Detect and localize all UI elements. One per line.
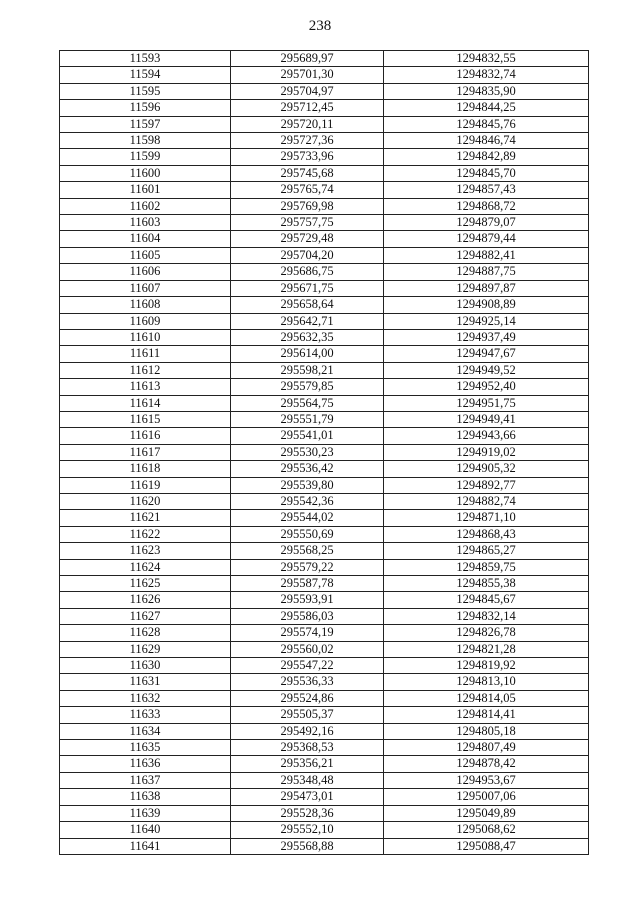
table-row xyxy=(60,313,589,329)
table-row xyxy=(60,395,589,411)
x-coordinate-cell: 295727,36 xyxy=(231,133,384,149)
x-coordinate-cell: 295564,75 xyxy=(231,395,384,411)
y-coordinate-cell: 1294846,74 xyxy=(384,133,589,149)
x-coordinate-cell: 295551,79 xyxy=(231,411,384,427)
y-coordinate-cell: 1295088,47 xyxy=(384,838,589,854)
y-coordinate-cell: 1294952,40 xyxy=(384,379,589,395)
x-coordinate-cell: 295492,16 xyxy=(231,723,384,739)
point-number-cell: 11606 xyxy=(60,264,231,280)
point-number-cell: 11632 xyxy=(60,690,231,706)
point-number-cell: 11636 xyxy=(60,756,231,772)
y-coordinate-cell: 1294882,41 xyxy=(384,247,589,263)
coordinates-table xyxy=(59,50,589,855)
y-coordinate-cell: 1294845,70 xyxy=(384,165,589,181)
x-coordinate-cell: 295632,35 xyxy=(231,329,384,345)
x-coordinate-cell: 295658,64 xyxy=(231,297,384,313)
table-row xyxy=(60,67,589,83)
y-coordinate-cell: 1294842,89 xyxy=(384,149,589,165)
x-coordinate-cell: 295536,33 xyxy=(231,674,384,690)
y-coordinate-cell: 1294868,43 xyxy=(384,526,589,542)
y-coordinate-cell: 1294943,66 xyxy=(384,428,589,444)
x-coordinate-cell: 295356,21 xyxy=(231,756,384,772)
table-row xyxy=(60,690,589,706)
y-coordinate-cell: 1294814,05 xyxy=(384,690,589,706)
table-row xyxy=(60,592,589,608)
table-row xyxy=(60,100,589,116)
table-row xyxy=(60,789,589,805)
x-coordinate-cell: 295536,42 xyxy=(231,461,384,477)
table-row xyxy=(60,83,589,99)
table-row xyxy=(60,149,589,165)
table-row xyxy=(60,329,589,345)
table-row xyxy=(60,822,589,838)
y-coordinate-cell: 1294871,10 xyxy=(384,510,589,526)
x-coordinate-cell: 295729,48 xyxy=(231,231,384,247)
y-coordinate-cell: 1294949,52 xyxy=(384,362,589,378)
x-coordinate-cell: 295542,36 xyxy=(231,493,384,509)
point-number-cell: 11602 xyxy=(60,198,231,214)
y-coordinate-cell: 1294879,44 xyxy=(384,231,589,247)
y-coordinate-cell: 1295007,06 xyxy=(384,789,589,805)
point-number-cell: 11604 xyxy=(60,231,231,247)
table-row xyxy=(60,559,589,575)
table-row xyxy=(60,772,589,788)
point-number-cell: 11601 xyxy=(60,182,231,198)
x-coordinate-cell: 295701,30 xyxy=(231,67,384,83)
x-coordinate-cell: 295587,78 xyxy=(231,576,384,592)
y-coordinate-cell: 1294835,90 xyxy=(384,83,589,99)
table-row xyxy=(60,215,589,231)
table-row xyxy=(60,641,589,657)
x-coordinate-cell: 295348,48 xyxy=(231,772,384,788)
x-coordinate-cell: 295568,88 xyxy=(231,838,384,854)
point-number-cell: 11624 xyxy=(60,559,231,575)
x-coordinate-cell: 295473,01 xyxy=(231,789,384,805)
point-number-cell: 11593 xyxy=(60,51,231,67)
table-row xyxy=(60,297,589,313)
table-row xyxy=(60,379,589,395)
point-number-cell: 11628 xyxy=(60,625,231,641)
y-coordinate-cell: 1294878,42 xyxy=(384,756,589,772)
point-number-cell: 11621 xyxy=(60,510,231,526)
point-number-cell: 11608 xyxy=(60,297,231,313)
table-row xyxy=(60,116,589,132)
table-row xyxy=(60,674,589,690)
x-coordinate-cell: 295689,97 xyxy=(231,51,384,67)
point-number-cell: 11605 xyxy=(60,247,231,263)
point-number-cell: 11612 xyxy=(60,362,231,378)
x-coordinate-cell: 295586,03 xyxy=(231,608,384,624)
table-row xyxy=(60,477,589,493)
y-coordinate-cell: 1294813,10 xyxy=(384,674,589,690)
point-number-cell: 11622 xyxy=(60,526,231,542)
y-coordinate-cell: 1294821,28 xyxy=(384,641,589,657)
y-coordinate-cell: 1294949,41 xyxy=(384,411,589,427)
point-number-cell: 11598 xyxy=(60,133,231,149)
table-row xyxy=(60,526,589,542)
x-coordinate-cell: 295541,01 xyxy=(231,428,384,444)
table-row xyxy=(60,411,589,427)
point-number-cell: 11626 xyxy=(60,592,231,608)
y-coordinate-cell: 1295068,62 xyxy=(384,822,589,838)
y-coordinate-cell: 1294819,92 xyxy=(384,658,589,674)
point-number-cell: 11614 xyxy=(60,395,231,411)
table-row xyxy=(60,231,589,247)
y-coordinate-cell: 1294908,89 xyxy=(384,297,589,313)
table-row xyxy=(60,264,589,280)
y-coordinate-cell: 1294925,14 xyxy=(384,313,589,329)
y-coordinate-cell: 1294845,76 xyxy=(384,116,589,132)
y-coordinate-cell: 1294897,87 xyxy=(384,280,589,296)
x-coordinate-cell: 295528,36 xyxy=(231,805,384,821)
table-row xyxy=(60,198,589,214)
y-coordinate-cell: 1294951,75 xyxy=(384,395,589,411)
table-row xyxy=(60,280,589,296)
point-number-cell: 11629 xyxy=(60,641,231,657)
x-coordinate-cell: 295765,74 xyxy=(231,182,384,198)
x-coordinate-cell: 295671,75 xyxy=(231,280,384,296)
table-row xyxy=(60,510,589,526)
y-coordinate-cell: 1294805,18 xyxy=(384,723,589,739)
x-coordinate-cell: 295593,91 xyxy=(231,592,384,608)
x-coordinate-cell: 295704,20 xyxy=(231,247,384,263)
point-number-cell: 11607 xyxy=(60,280,231,296)
y-coordinate-cell: 1294832,14 xyxy=(384,608,589,624)
x-coordinate-cell: 295745,68 xyxy=(231,165,384,181)
point-number-cell: 11637 xyxy=(60,772,231,788)
table-row xyxy=(60,461,589,477)
point-number-cell: 11635 xyxy=(60,740,231,756)
x-coordinate-cell: 295598,21 xyxy=(231,362,384,378)
y-coordinate-cell: 1294832,55 xyxy=(384,51,589,67)
y-coordinate-cell: 1294807,49 xyxy=(384,740,589,756)
table-row xyxy=(60,740,589,756)
point-number-cell: 11618 xyxy=(60,461,231,477)
x-coordinate-cell: 295560,02 xyxy=(231,641,384,657)
table-row xyxy=(60,707,589,723)
x-coordinate-cell: 295579,22 xyxy=(231,559,384,575)
point-number-cell: 11611 xyxy=(60,346,231,362)
y-coordinate-cell: 1294953,67 xyxy=(384,772,589,788)
y-coordinate-cell: 1294919,02 xyxy=(384,444,589,460)
table-row xyxy=(60,723,589,739)
y-coordinate-cell: 1294855,38 xyxy=(384,576,589,592)
point-number-cell: 11641 xyxy=(60,838,231,854)
table-row xyxy=(60,444,589,460)
point-number-cell: 11599 xyxy=(60,149,231,165)
point-number-cell: 11610 xyxy=(60,329,231,345)
point-number-cell: 11597 xyxy=(60,116,231,132)
table-row xyxy=(60,133,589,149)
y-coordinate-cell: 1294905,32 xyxy=(384,461,589,477)
point-number-cell: 11603 xyxy=(60,215,231,231)
table-row xyxy=(60,805,589,821)
y-coordinate-cell: 1294857,43 xyxy=(384,182,589,198)
table-row xyxy=(60,658,589,674)
x-coordinate-cell: 295544,02 xyxy=(231,510,384,526)
point-number-cell: 11617 xyxy=(60,444,231,460)
x-coordinate-cell: 295550,69 xyxy=(231,526,384,542)
x-coordinate-cell: 295733,96 xyxy=(231,149,384,165)
page-number: 238 xyxy=(308,18,332,34)
table-row xyxy=(60,543,589,559)
y-coordinate-cell: 1294868,72 xyxy=(384,198,589,214)
y-coordinate-cell: 1294814,41 xyxy=(384,707,589,723)
x-coordinate-cell: 295368,53 xyxy=(231,740,384,756)
x-coordinate-cell: 295524,86 xyxy=(231,690,384,706)
x-coordinate-cell: 295769,98 xyxy=(231,198,384,214)
point-number-cell: 11640 xyxy=(60,822,231,838)
x-coordinate-cell: 295568,25 xyxy=(231,543,384,559)
x-coordinate-cell: 295704,97 xyxy=(231,83,384,99)
table-row xyxy=(60,576,589,592)
x-coordinate-cell: 295686,75 xyxy=(231,264,384,280)
x-coordinate-cell: 295539,80 xyxy=(231,477,384,493)
table-row xyxy=(60,346,589,362)
y-coordinate-cell: 1295049,89 xyxy=(384,805,589,821)
point-number-cell: 11627 xyxy=(60,608,231,624)
y-coordinate-cell: 1294865,27 xyxy=(384,543,589,559)
x-coordinate-cell: 295757,75 xyxy=(231,215,384,231)
point-number-cell: 11600 xyxy=(60,165,231,181)
point-number-cell: 11619 xyxy=(60,477,231,493)
point-number-cell: 11623 xyxy=(60,543,231,559)
table-row xyxy=(60,247,589,263)
table-row xyxy=(60,608,589,624)
y-coordinate-cell: 1294826,78 xyxy=(384,625,589,641)
point-number-cell: 11625 xyxy=(60,576,231,592)
point-number-cell: 11615 xyxy=(60,411,231,427)
table-row xyxy=(60,165,589,181)
point-number-cell: 11594 xyxy=(60,67,231,83)
y-coordinate-cell: 1294879,07 xyxy=(384,215,589,231)
point-number-cell: 11596 xyxy=(60,100,231,116)
coordinates-table-body xyxy=(60,51,589,855)
y-coordinate-cell: 1294937,49 xyxy=(384,329,589,345)
y-coordinate-cell: 1294832,74 xyxy=(384,67,589,83)
x-coordinate-cell: 295614,00 xyxy=(231,346,384,362)
point-number-cell: 11620 xyxy=(60,493,231,509)
x-coordinate-cell: 295579,85 xyxy=(231,379,384,395)
point-number-cell: 11634 xyxy=(60,723,231,739)
x-coordinate-cell: 295530,23 xyxy=(231,444,384,460)
y-coordinate-cell: 1294892,77 xyxy=(384,477,589,493)
table-row xyxy=(60,625,589,641)
y-coordinate-cell: 1294859,75 xyxy=(384,559,589,575)
point-number-cell: 11613 xyxy=(60,379,231,395)
point-number-cell: 11609 xyxy=(60,313,231,329)
y-coordinate-cell: 1294845,67 xyxy=(384,592,589,608)
y-coordinate-cell: 1294844,25 xyxy=(384,100,589,116)
x-coordinate-cell: 295505,37 xyxy=(231,707,384,723)
x-coordinate-cell: 295712,45 xyxy=(231,100,384,116)
point-number-cell: 11638 xyxy=(60,789,231,805)
table-row xyxy=(60,428,589,444)
x-coordinate-cell: 295547,22 xyxy=(231,658,384,674)
point-number-cell: 11639 xyxy=(60,805,231,821)
table-row xyxy=(60,51,589,67)
table-row xyxy=(60,362,589,378)
table-row xyxy=(60,493,589,509)
x-coordinate-cell: 295720,11 xyxy=(231,116,384,132)
y-coordinate-cell: 1294882,74 xyxy=(384,493,589,509)
x-coordinate-cell: 295574,19 xyxy=(231,625,384,641)
y-coordinate-cell: 1294887,75 xyxy=(384,264,589,280)
point-number-cell: 11631 xyxy=(60,674,231,690)
x-coordinate-cell: 295552,10 xyxy=(231,822,384,838)
point-number-cell: 11633 xyxy=(60,707,231,723)
table-row xyxy=(60,756,589,772)
point-number-cell: 11595 xyxy=(60,83,231,99)
point-number-cell: 11616 xyxy=(60,428,231,444)
table-row xyxy=(60,182,589,198)
x-coordinate-cell: 295642,71 xyxy=(231,313,384,329)
table-row xyxy=(60,838,589,854)
y-coordinate-cell: 1294947,67 xyxy=(384,346,589,362)
point-number-cell: 11630 xyxy=(60,658,231,674)
